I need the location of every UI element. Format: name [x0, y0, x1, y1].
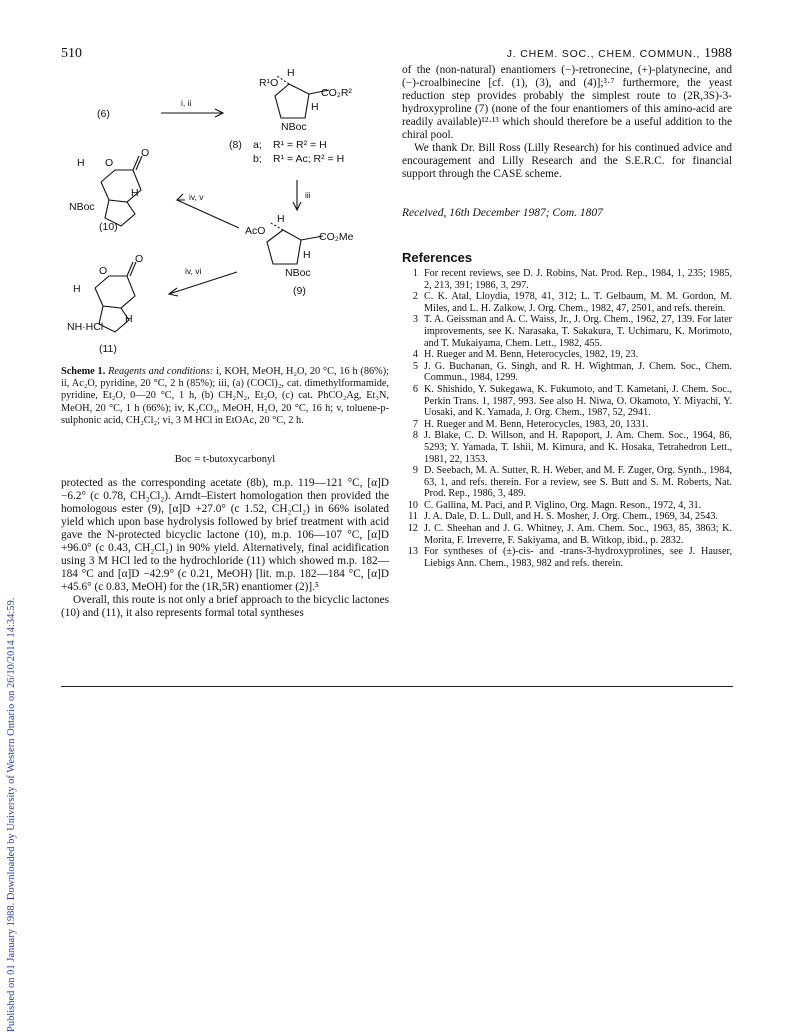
caption-lead: Scheme 1.: [61, 366, 106, 377]
label-10: (10): [99, 221, 118, 233]
h-bridge-11: H: [125, 313, 133, 325]
co2r2-8: CO₂R²: [321, 87, 352, 99]
left-paragraph: protected as the corresponding acetate (8b), m.p. 119—121 °C, [α]D −6.2° (c 0.78, CH₂Cl₂). Arndt–Eistert homologation then provided the homologous ester (9), [α]D +27.0° (c 1.52, CH₂Cl₂) in 66% isolated yield which upon base hydrolysis followed by brief treatment with acid gave the N-protected bicyclic lactone (10), m.p. 106—107 °C, [α]D +96.0° (c 0.43, CH₂Cl₂) in 90% yield. Alternatively, final acidification using 3 M HCl led to the hydrochloride (11) which showed m.p. 182—184 °C and [α]D −42.9° (c 0.21, MeOH) [lit. m.p. 182—184 °C, [α]D +45.6° (c 0.83, MeOH) for the (1R,5R) enantiomer (2)].⁵: [61, 477, 389, 593]
reference-item: [402, 465, 732, 500]
reference-item: [402, 349, 732, 361]
def-8b: R¹ = Ac; R² = H: [273, 153, 345, 165]
h-side-9: H: [303, 249, 311, 261]
nboc-9: NBoc: [285, 267, 311, 279]
reference-number: 8: [412, 430, 418, 442]
reference-text: J. A. Dale, D. L. Dull, and H. S. Mosher, J. Org. Chem., 1969, 34, 2543.: [424, 511, 718, 523]
reference-number: 1: [412, 268, 418, 279]
reference-text: J. Blake, C. D. Willson, and H. Rapoport, J. Am. Chem. Soc., 1964, 86, 5293; Y. Yamada, T. Ishii, M. Kimura, and K. Hosaka, Tetrahedron Lett., 1981, 22, 1353.: [424, 430, 732, 465]
o-carbonyl-10: O: [141, 147, 150, 159]
reference-number: 11: [408, 511, 418, 523]
reference-number: 5: [412, 360, 418, 372]
nboc-10: NBoc: [69, 201, 95, 213]
reference-item: [402, 314, 732, 349]
left-body-text: [61, 477, 389, 620]
reference-text: C. K. Atal, Lloydia, 1978, 41, 312; L. T. Gelbaum, M. M. Gordon, M. Miles, and L. H. Zalkow, J. Org. Chem., 1982, 47, 2501, and refs. therein.: [424, 291, 732, 314]
ring-8: [275, 84, 309, 118]
o-ring-10: O: [105, 157, 114, 169]
label-8a: a;: [253, 139, 262, 151]
reference-item: [402, 430, 732, 465]
reference-text: For recent reviews, see D. J. Robins, Nat. Prod. Rep., 1984, 1, 235; 1985, 2, 213, 391; 1986, 3, 297.: [424, 268, 732, 291]
reference-text: H. Rueger and M. Benn, Heterocycles, 1982, 19, 23.: [424, 349, 639, 361]
boc-note: Boc = t-butoxycarbonyl: [174, 454, 276, 465]
caption-text: i, KOH, MeOH, H₂O, 20 °C, 16 h (86%); ii, Ac₂O, pyridine, 20 °C, 2 h (85%); iii, (a) (COCl)₂, cat. dimethylformamide, pyridine, Et₂O, 0—20 °C, 1 h, (b) CH₂N₂, Et₂O, (c) cat. PhCO₂Ag, Et₃N, MeOH, 20 °C, 1 h (66%); iv, K₂CO₃, MeOH, H₂O, 20 °C, 16 h; v, toluene-p-sulphonic acid, CH₂Cl₂; vi, 3 M HCl in EtOAc, 20 °C, 2 h.: [61, 366, 390, 426]
reference-item: [402, 546, 732, 569]
download-watermark: Published on 01 January 1988. Downloaded by University of Western Ontario on 26/10/2014 14:34:59.: [6, 597, 17, 1032]
reference-text: J. C. Sheehan and J. G. Whitney, J. Am. Chem. Soc., 1963, 85, 3863; K. Morita, F. Irreverre, F. Sakiyama, and B. Witkop, ibid., p. 2832.: [424, 523, 732, 546]
o-carbonyl-11: O: [135, 253, 144, 265]
h-bridge-10: H: [131, 187, 139, 199]
reference-text: J. G. Buchanan, G. Singh, and R. H. Wightman, J. Chem. Soc., Chem. Commun., 1984, 1299.: [424, 360, 732, 384]
step-iii: iii: [305, 190, 311, 200]
label-6: (6): [97, 108, 110, 120]
label-8b: b;: [253, 153, 262, 165]
step-iv-vi: iv, vi: [185, 266, 202, 276]
label-9: (9): [293, 285, 306, 297]
o-ring-11: O: [99, 265, 108, 277]
co2me-9: CO₂Me: [319, 231, 354, 243]
reference-number: 7: [412, 418, 418, 430]
reference-number: 4: [412, 349, 418, 361]
ring-9: [267, 230, 301, 264]
h-10: H: [77, 157, 85, 169]
reference-number: 13: [407, 546, 418, 558]
reference-text: D. Seebach, M. A. Sutter, R. H. Weber, and M. F. Zuger, Org. Synth., 1984, 63, 1, and refs. therein. For a review, see S. Butt and S. M. Roberts, Nat. Prod. Rep., 1986, 3, 489.: [424, 465, 732, 500]
reference-text: T. A. Geissman and A. C. Waiss, Jr., J. Org. Chem., 1962, 27, 139. For later improvements, see K. Narasaka, T. Sakakura, T. Uchimaru, K. Morimoto, and T. Mukaiyama, Chem. Lett., 1982, 455.: [424, 314, 732, 349]
caption-italic: Reagents and conditions:: [108, 366, 214, 377]
reference-item: [402, 523, 732, 546]
references-list: [402, 268, 732, 569]
step-iv-v: iv, v: [189, 192, 204, 202]
reference-item: [402, 291, 732, 314]
reference-text: K. Shishido, Y. Sukegawa, K. Fukumoto, and T. Kametani, J. Chem. Soc., Perkin Trans. 1, 1987, 993. See also H. Niwa, O. Okamoto, Y. Miyachi, Y. Uosaki, and K. Yamada, J. Org. Chem., 1987, 52, 2941.: [424, 383, 732, 419]
r1o-8: R¹O: [259, 77, 279, 89]
reference-item: [402, 384, 732, 419]
reference-number: 10: [407, 499, 418, 511]
left-paragraph: Overall, this route is not only a brief approach to the bicyclic lactones (10) and (11), it also represents formal total syntheses: [61, 594, 389, 619]
h-11: H: [73, 283, 81, 295]
journal-header: [507, 46, 732, 62]
ring-11: [95, 276, 135, 308]
journal-year: 1988: [704, 46, 732, 61]
right-body-text: [402, 64, 732, 181]
reference-number: 12: [407, 523, 418, 535]
h-top-9: H: [277, 213, 285, 225]
right-paragraph: of the (non-natural) enantiomers (−)-retronecine, (+)-platynecine, and (−)-croalbinecine [cf. (1), (3), and (4)];³·⁷ furthermore, the yeast reduction step provides probably the simplest route to (2R,3S)-3-hydroxyproline (7) (none of the four enantiomers of this amino-acid are readily available)¹²·¹³ which should therefore be a useful addition to the chiral pool.: [402, 64, 732, 141]
scheme-caption: [61, 366, 389, 427]
h-top-8: H: [287, 67, 295, 79]
label-11: (11): [99, 343, 117, 355]
reference-item: [402, 268, 732, 291]
journal-name: J. CHEM. SOC., CHEM. COMMUN.,: [506, 48, 701, 60]
label-8: (8): [229, 139, 242, 151]
reference-number: 2: [412, 291, 418, 303]
def-8a: R¹ = R² = H: [273, 139, 327, 151]
reference-text: C. Gallina, M. Paci, and P. Viglino, Org. Magn. Reson., 1972, 4, 31.: [424, 499, 702, 511]
nboc-8: NBoc: [281, 121, 307, 133]
reference-text: H. Rueger and M. Benn, Heterocycles, 1983, 20, 1331.: [424, 418, 649, 430]
received-date: Received, 16th December 1987; Com. 1807: [402, 207, 603, 219]
reference-item: [402, 511, 732, 523]
reaction-scheme: [61, 62, 391, 362]
aco-9: AcO: [245, 225, 266, 237]
nhhcl-11: NH·HCl: [67, 321, 104, 333]
references-heading: References: [402, 250, 473, 265]
h-side-8: H: [311, 101, 319, 113]
page-number: 510: [61, 46, 82, 61]
reference-number: 9: [412, 465, 418, 477]
reference-item: [402, 361, 732, 384]
reference-item: [402, 419, 732, 431]
arrow-iv-v: [177, 200, 239, 228]
reference-item: [402, 500, 732, 512]
arrow-iv-vi: [169, 272, 237, 294]
page-bottom-rule: [61, 686, 733, 687]
reference-number: 6: [412, 383, 418, 395]
reference-number: 3: [412, 314, 418, 326]
step-i-ii: i, ii: [181, 98, 192, 108]
right-paragraph: We thank Dr. Bill Ross (Lilly Research) for his continued advice and encouragement and Lilly Research and the S.E.R.C. for financial support through the CASE scheme.: [402, 142, 732, 180]
reference-text: For syntheses of (±)-cis- and -trans-3-hydroxyprolines, see J. Hauser, Liebigs Ann. Chem., 1983, 982 and refs. therein.: [424, 546, 732, 569]
